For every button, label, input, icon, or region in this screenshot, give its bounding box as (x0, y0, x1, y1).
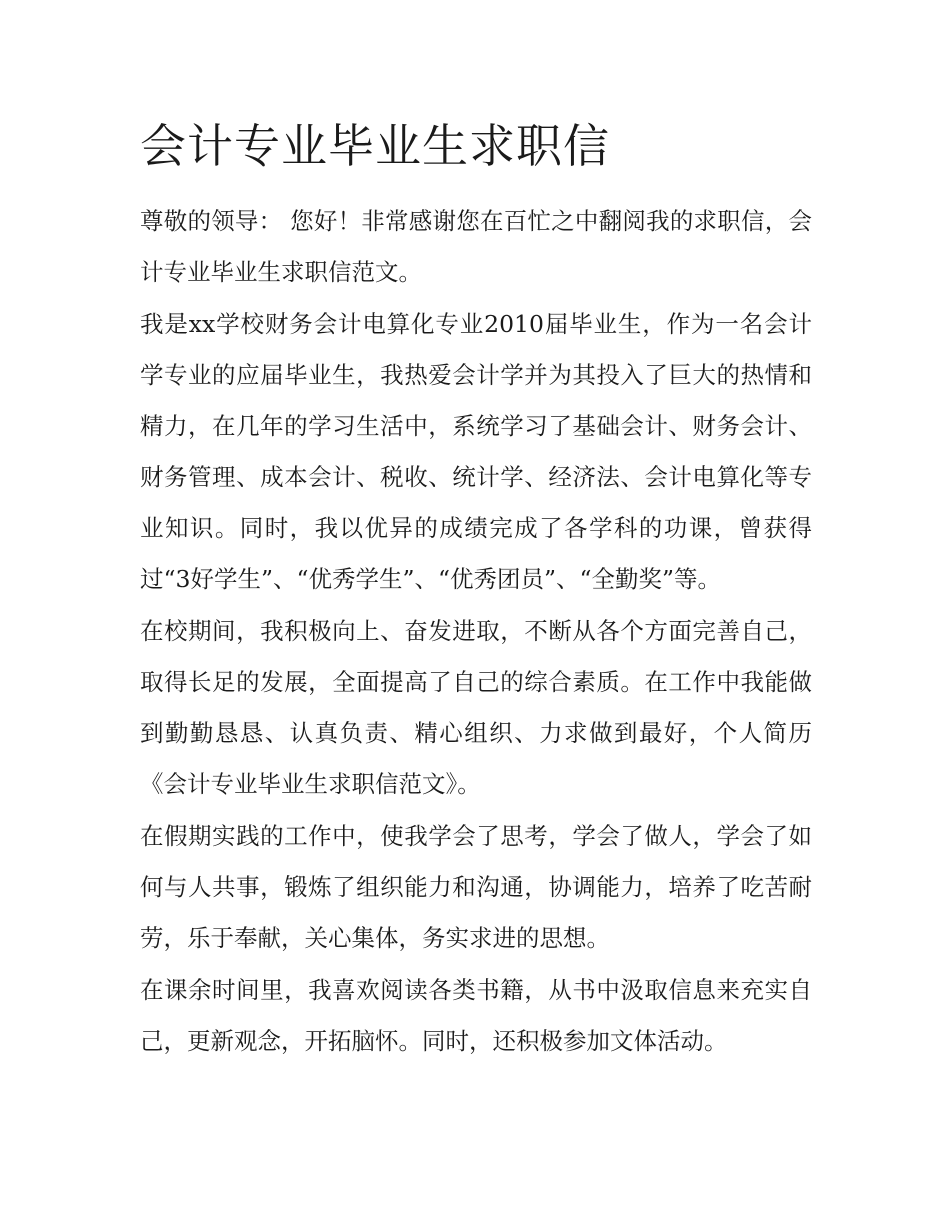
document-title: 会计专业毕业生求职信 (140, 119, 610, 173)
paragraph-greeting: 尊敬的领导： 您好！非常感谢您在百忙之中翻阅我的求职信，会计专业毕业生求职信范文。 (140, 207, 812, 286)
paragraph-introduction: 我是xx学校财务会计电算化专业2010届毕业生，作为一名会计学专业的应届毕业生，我热爱会计学并为其投入了巨大的热情和精力，在几年的学习生活中，系统学习了基础会计、财务会计、财务管理、成本会计、税收、统计学、经济法、会计电算化等专业知识。同时，我以优异的成绩完成了各学科的功课，曾获得过“3好学生”、“优秀学生”、“优秀团员”、“全勤奖”等。 (140, 310, 812, 593)
paragraph-school-period: 在校期间，我积极向上、奋发进取，不断从各个方面完善自己，取得长足的发展，全面提高了自己的综合素质。在工作中我能做到勤勤恳恳、认真负责、精心组织、力求做到最好，个人简历《会计专业毕业生求职信范文》。 (140, 617, 812, 798)
paragraph-spare-time: 在课余时间里，我喜欢阅读各类书籍，从书中汲取信息来充实自己，更新观念，开拓脑怀。同时，还积极参加文体活动。 (140, 976, 812, 1055)
paragraph-practice: 在假期实践的工作中，使我学会了思考，学会了做人，学会了如何与人共事，锻炼了组织能力和沟通，协调能力，培养了吃苦耐劳，乐于奉献，关心集体，务实求进的思想。 (140, 822, 812, 952)
document-body (140, 196, 812, 1068)
